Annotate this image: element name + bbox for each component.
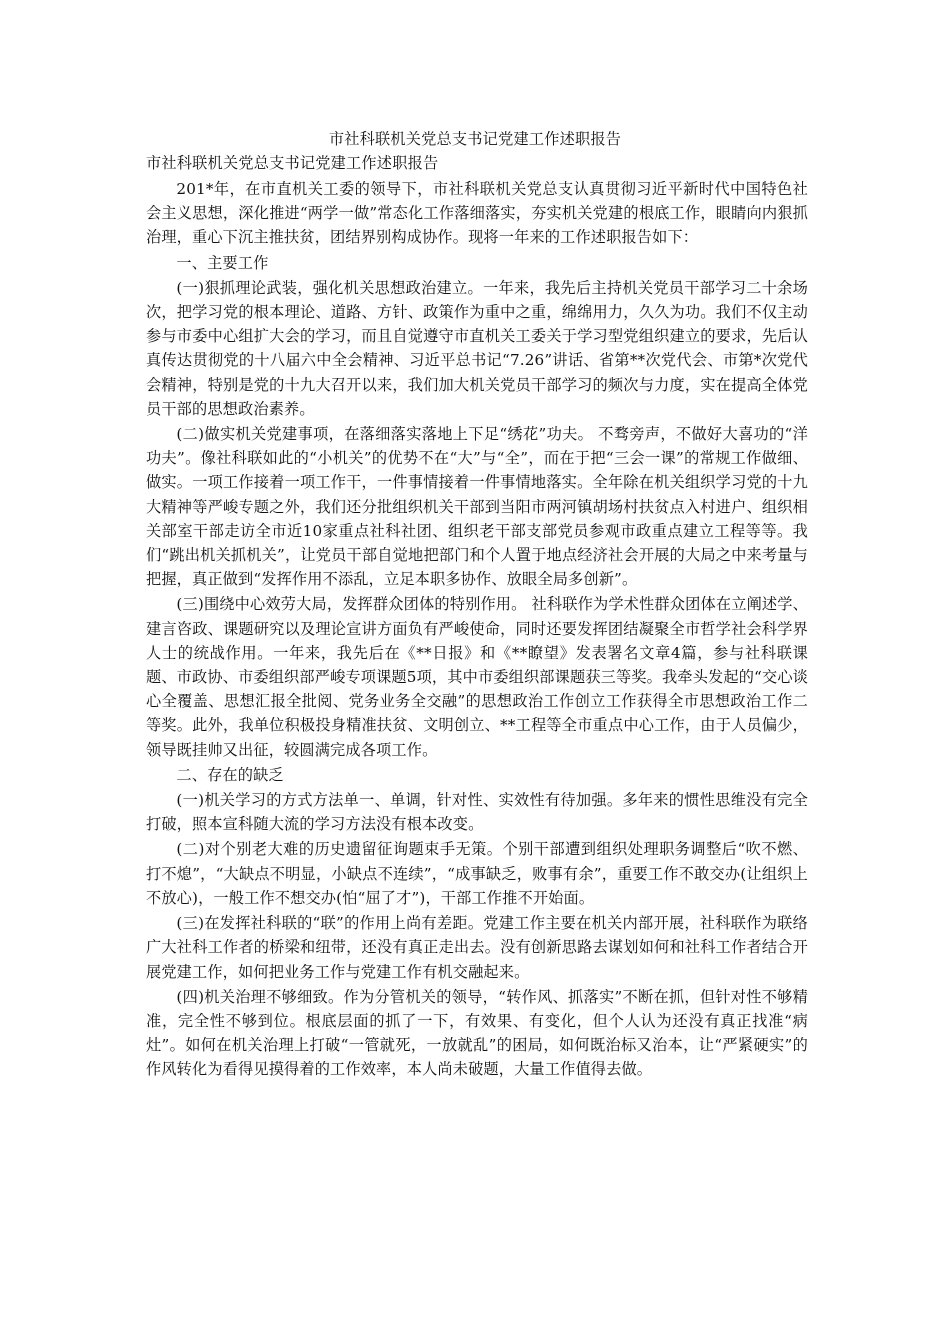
paragraph-work-3: (三)围绕中心效劳大局，发挥群众团体的特别作用。 社科联作为学术性群众团体在立阐述学、建言咨政、课题研究以及理论宣讲方面负有严峻使命，同时还要发挥团结凝聚全市哲学社会科学界人士的统战作用。一年来，我先后在《**日报》和《**瞭望》发表署名文章4篇，参与社科联课题、市政协、市委组织部严峻专项课题5项，其中市委组织部课题获三等奖。我牵头发起的“交心谈心全覆盖、思想汇报全批阅、党务业务全交融”的思想政治工作创立工作获得全市思想政治工作二等奖。此外，我单位积极投身精准扶贫、文明创立、**工程等全市重点中心工作，由于人员偏少，领导既挂帅又出征，较圆满完成各项工作。 bbox=[146, 595, 808, 759]
document-body bbox=[146, 177, 808, 1083]
document-title: 市社科联机关党总支书记党建工作述职报告 bbox=[328, 130, 622, 148]
section-heading-main-work: 一、主要工作 bbox=[176, 253, 269, 272]
paragraph-shortcoming-2: (二)对个别老大难的历史遗留征询题束手无策。个别干部遭到组织处理职务调整后“吹不燃、打不熄”，“大缺点不明显，小缺点不连续”，“成事缺乏，败事有余”，重要工作不敢交办(让组织上不放心)，一般工作不想交办(怕“屈了才”)，干部工作推不开始面。 bbox=[146, 840, 808, 907]
section-heading-shortcomings: 二、存在的缺乏 bbox=[176, 765, 284, 784]
paragraph-shortcoming-4: (四)机关治理不够细致。作为分管机关的领导，“转作风、抓落实”不断在抓，但针对性不够精准，完全性不够到位。根底层面的抓了一下，有效果、有变化，但个人认为还没有真正找准“病灶”。如何在机关治理上打破“一管就死，一放就乱”的困局，如何既治标又治本，让“严紧硬实”的作风转化为看得见摸得着的工作效率，本人尚未破题，大量工作值得去做。 bbox=[146, 987, 808, 1079]
document-subtitle: 市社科联机关党总支书记党建工作述职报告 bbox=[146, 154, 439, 172]
paragraph-work-1: (一)狠抓理论武装，强化机关思想政治建立。一年来，我先后主持机关党员干部学习二十余场次，把学习党的根本理论、道路、方针、政策作为重中之重，绵绵用力，久久为功。我们不仅主动参与市委中心组扩大会的学习，而且自觉遵守市直机关工委关于学习型党组织建立的要求，先后认真传达贯彻党的十八届六中全会精神、习近平总书记“7.26”讲话、省第**次党代会、市第*次党代会精神，特别是党的十九大召开以来，我们加大机关党员干部学习的频次与力度，实在提高全体党员干部的思想政治素养。 bbox=[146, 278, 808, 418]
paragraph-shortcoming-1: (一)机关学习的方式方法单一、单调，针对性、实效性有待加强。多年来的惯性思维没有完全打破，照本宣科随大流的学习方法没有根本改变。 bbox=[146, 791, 808, 834]
intro-paragraph: 201*年，在市直机关工委的领导下，市社科联机关党总支认真贯彻习近平新时代中国特色社会主义思想，深化推进“两学一做”常态化工作落细落实，夯实机关党建的根底工作，眼睛向内狠抓治理，重心下沉主推扶贫，团结界别构成协作。现将一年来的工作述职报告如下： bbox=[146, 180, 808, 247]
paragraph-work-2: (二)做实机关党建事项，在落细落实落地上下足“绣花”功夫。 不骛旁声，不做好大喜功的“洋功夫”。像社科联如此的“小机关”的优势不在“大”与“全”，而在于把“三会一课”的常规工作做细、做实。一项工作接着一项工作干，一件事情接着一件事情地落实。全年除在机关组织学习党的十九大精神等严峻专题之外，我们还分批组织机关干部到当阳市两河镇胡场村扶贫点入村进户、组织相关部室干部走访全市近10家重点社科社团、组织老干部支部党员参观市政重点建立工程等等。我们“跳出机关抓机关”，让党员干部自觉地把部门和个人置于地点经济社会开展的大局之中来考量与把握，真正做到“发挥作用不添乱，立足本职多协作、放眼全局多创新”。 bbox=[146, 425, 808, 589]
paragraph-shortcoming-3: (三)在发挥社科联的“联”的作用上尚有差距。党建工作主要在机关内部开展，社科联作为联络广大社科工作者的桥梁和纽带，还没有真正走出去。没有创新思路去谋划如何和社科工作者结合开展党建工作，如何把业务工作与党建工作有机交融起来。 bbox=[146, 914, 808, 981]
